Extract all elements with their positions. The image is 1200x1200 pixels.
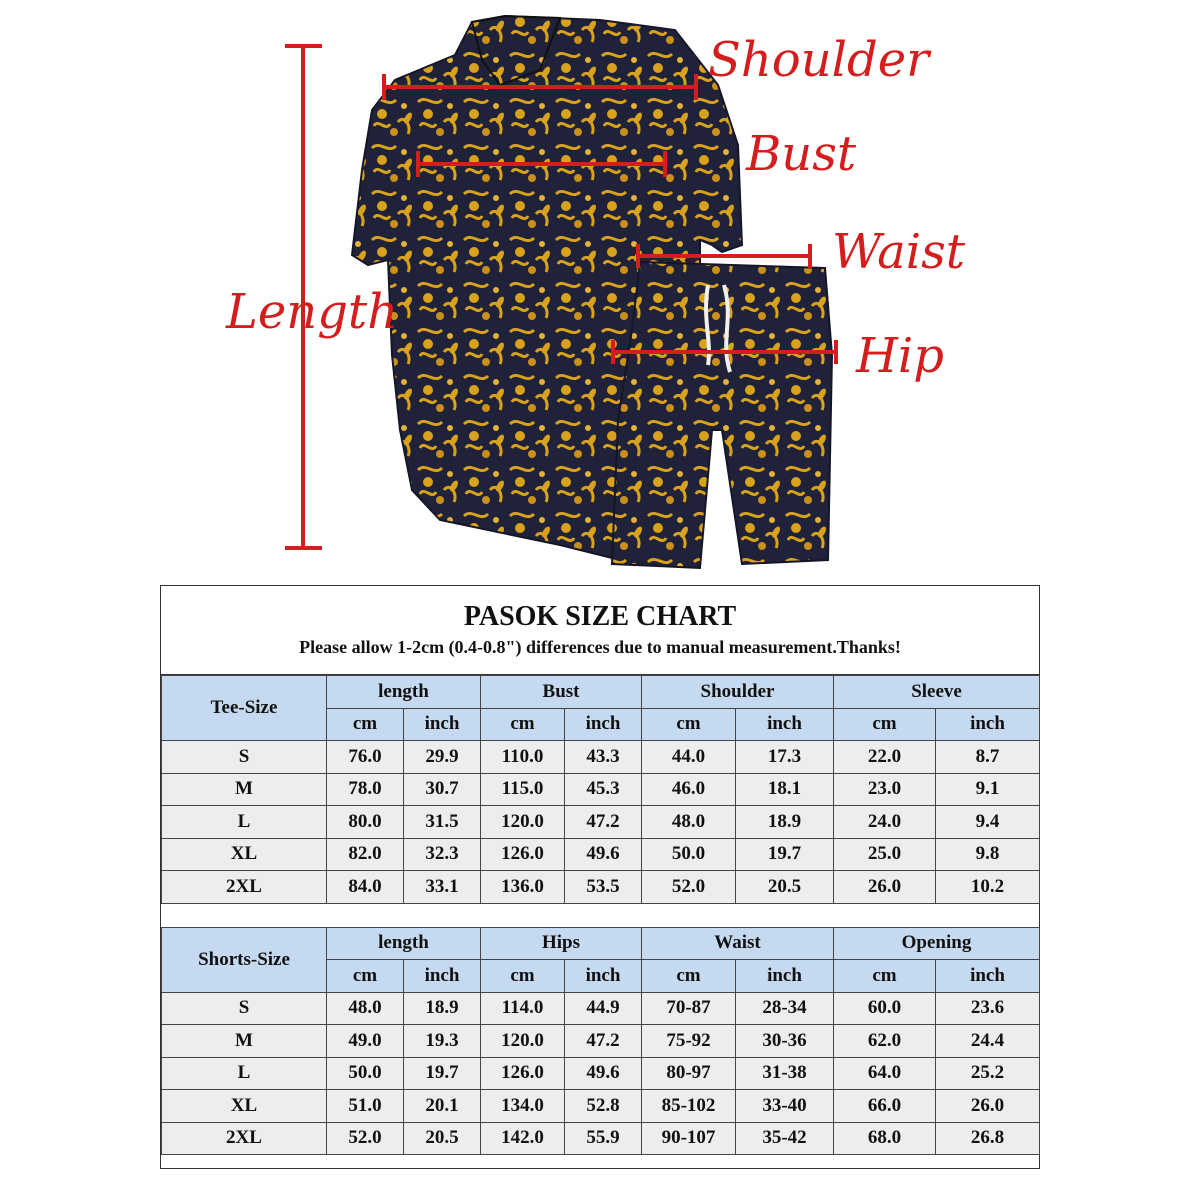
shorts-value-cell: 120.0	[481, 1025, 565, 1058]
table-row	[162, 741, 1040, 774]
tee-value-cell: 20.5	[736, 871, 834, 904]
shorts-value-cell: 68.0	[834, 1122, 936, 1155]
tee-group-1: Bust	[481, 676, 642, 709]
tee-value-cell: 115.0	[481, 773, 565, 806]
shorts-value-cell: 18.9	[404, 992, 481, 1025]
shorts-group-3: Opening	[834, 927, 1040, 960]
shorts-value-cell: 25.2	[936, 1057, 1040, 1090]
shorts-value-cell: 142.0	[481, 1122, 565, 1155]
tee-value-cell: 120.0	[481, 806, 565, 839]
tee-value-cell: 33.1	[404, 871, 481, 904]
tee-value-cell: 19.7	[736, 838, 834, 871]
shorts-value-cell: 35-42	[736, 1122, 834, 1155]
shorts-group-1: Hips	[481, 927, 642, 960]
tee-group-2: Shoulder	[642, 676, 834, 709]
shorts-value-cell: 44.9	[565, 992, 642, 1025]
label-hip: Hip	[856, 328, 944, 384]
tee-value-cell: 44.0	[642, 741, 736, 774]
table-row	[162, 1122, 1040, 1155]
tee-value-cell: 46.0	[642, 773, 736, 806]
table-row	[162, 992, 1040, 1025]
tee-unit-7: inch	[936, 708, 1040, 741]
shorts-value-cell: 49.0	[327, 1025, 404, 1058]
tee-size-header: Tee-Size	[162, 676, 327, 741]
shorts-table	[162, 927, 1040, 1155]
tee-value-cell: 110.0	[481, 741, 565, 774]
tee-unit-0: cm	[327, 708, 404, 741]
shorts-unit-7: inch	[936, 960, 1040, 993]
shorts-value-cell: 134.0	[481, 1090, 565, 1123]
tee-value-cell: 26.0	[834, 871, 936, 904]
shorts-value-cell: 85-102	[642, 1090, 736, 1123]
tee-value-cell: 126.0	[481, 838, 565, 871]
tee-value-cell: 31.5	[404, 806, 481, 839]
tee-value-cell: 9.1	[936, 773, 1040, 806]
tee-unit-6: cm	[834, 708, 936, 741]
table-row	[162, 1025, 1040, 1058]
shorts-group-0: length	[327, 927, 481, 960]
tee-size-cell: L	[162, 806, 327, 839]
tee-value-cell: 18.1	[736, 773, 834, 806]
tee-size-cell: 2XL	[162, 871, 327, 904]
shorts-value-cell: 55.9	[565, 1122, 642, 1155]
shorts-unit-1: inch	[404, 960, 481, 993]
chart-title: PASOK SIZE CHART	[463, 601, 737, 632]
size-chart	[160, 585, 1040, 1169]
tee-value-cell: 25.0	[834, 838, 936, 871]
shorts-unit-6: cm	[834, 960, 936, 993]
shorts-value-cell: 30-36	[736, 1025, 834, 1058]
tee-value-cell: 10.2	[936, 871, 1040, 904]
table-row	[162, 806, 1040, 839]
size-table	[161, 675, 1040, 1155]
shorts-value-cell: 64.0	[834, 1057, 936, 1090]
tee-value-cell: 8.7	[936, 741, 1040, 774]
shorts-value-cell: 80-97	[642, 1057, 736, 1090]
shorts-value-cell: 19.7	[404, 1057, 481, 1090]
shorts-shape	[612, 262, 832, 568]
tee-value-cell: 18.9	[736, 806, 834, 839]
shorts-size-cell: XL	[162, 1090, 327, 1123]
tee-unit-4: cm	[642, 708, 736, 741]
tee-value-cell: 17.3	[736, 741, 834, 774]
shorts-value-cell: 20.5	[404, 1122, 481, 1155]
tee-value-cell: 32.3	[404, 838, 481, 871]
shorts-value-cell: 24.4	[936, 1025, 1040, 1058]
tee-value-cell: 9.4	[936, 806, 1040, 839]
shorts-unit-3: inch	[565, 960, 642, 993]
shorts-group-2: Waist	[642, 927, 834, 960]
shorts-value-cell: 62.0	[834, 1025, 936, 1058]
label-waist: Waist	[832, 224, 966, 280]
table-row	[162, 1057, 1040, 1090]
tee-value-cell: 82.0	[327, 838, 404, 871]
tee-size-cell: M	[162, 773, 327, 806]
shorts-value-cell: 31-38	[736, 1057, 834, 1090]
shorts-size-cell: S	[162, 992, 327, 1025]
shorts-group-header	[162, 927, 1040, 960]
shorts-value-cell: 90-107	[642, 1122, 736, 1155]
table-row	[162, 871, 1040, 904]
shorts-value-cell: 51.0	[327, 1090, 404, 1123]
measurement-figure	[0, 0, 1200, 580]
shorts-unit-4: cm	[642, 960, 736, 993]
shorts-size-cell: L	[162, 1057, 327, 1090]
shorts-unit-5: inch	[736, 960, 834, 993]
shorts-value-cell: 48.0	[327, 992, 404, 1025]
tee-unit-2: cm	[481, 708, 565, 741]
table-row	[162, 838, 1040, 871]
shorts-value-cell: 33-40	[736, 1090, 834, 1123]
tee-value-cell: 76.0	[327, 741, 404, 774]
shorts-value-cell: 28-34	[736, 992, 834, 1025]
tee-unit-5: inch	[736, 708, 834, 741]
shorts-size-cell: 2XL	[162, 1122, 327, 1155]
tee-value-cell: 48.0	[642, 806, 736, 839]
shorts-value-cell: 50.0	[327, 1057, 404, 1090]
tee-value-cell: 49.6	[565, 838, 642, 871]
tee-value-cell: 136.0	[481, 871, 565, 904]
label-shoulder: Shoulder	[708, 32, 930, 88]
tee-value-cell: 43.3	[565, 741, 642, 774]
shorts-size-header: Shorts-Size	[162, 927, 327, 992]
shorts-unit-2: cm	[481, 960, 565, 993]
tee-value-cell: 30.7	[404, 773, 481, 806]
tee-group-0: length	[327, 676, 481, 709]
tee-value-cell: 24.0	[834, 806, 936, 839]
table-row	[162, 1090, 1040, 1123]
shorts-value-cell: 70-87	[642, 992, 736, 1025]
chart-note: Please allow 1-2cm (0.4-0.8") differences due to manual measurement.Thanks!	[299, 637, 901, 657]
table-row	[162, 773, 1040, 806]
tee-value-cell: 50.0	[642, 838, 736, 871]
tee-value-cell: 78.0	[327, 773, 404, 806]
tee-unit-1: inch	[404, 708, 481, 741]
tee-group-header	[162, 676, 1040, 709]
tee-value-cell: 84.0	[327, 871, 404, 904]
shorts-value-cell: 60.0	[834, 992, 936, 1025]
shorts-value-cell: 126.0	[481, 1057, 565, 1090]
tee-value-cell: 47.2	[565, 806, 642, 839]
label-length: Length	[226, 284, 399, 340]
shorts-value-cell: 52.0	[327, 1122, 404, 1155]
shorts-unit-0: cm	[327, 960, 404, 993]
tee-value-cell: 23.0	[834, 773, 936, 806]
shorts-value-cell: 26.0	[936, 1090, 1040, 1123]
tee-value-cell: 53.5	[565, 871, 642, 904]
shorts-value-cell: 66.0	[834, 1090, 936, 1123]
tee-group-3: Sleeve	[834, 676, 1040, 709]
tee-value-cell: 9.8	[936, 838, 1040, 871]
tee-table	[162, 676, 1040, 904]
label-bust: Bust	[746, 126, 857, 182]
shorts-value-cell: 52.8	[565, 1090, 642, 1123]
shorts-value-cell: 47.2	[565, 1025, 642, 1058]
tee-value-cell: 22.0	[834, 741, 936, 774]
tee-value-cell: 80.0	[327, 806, 404, 839]
tee-size-cell: S	[162, 741, 327, 774]
shorts-value-cell: 20.1	[404, 1090, 481, 1123]
tee-value-cell: 45.3	[565, 773, 642, 806]
table-gap	[162, 903, 1040, 927]
tee-unit-3: inch	[565, 708, 642, 741]
shorts-value-cell: 49.6	[565, 1057, 642, 1090]
chart-header	[161, 586, 1039, 675]
shorts-value-cell: 26.8	[936, 1122, 1040, 1155]
tee-size-cell: XL	[162, 838, 327, 871]
shorts-value-cell: 23.6	[936, 992, 1040, 1025]
shorts-value-cell: 75-92	[642, 1025, 736, 1058]
shorts-size-cell: M	[162, 1025, 327, 1058]
tee-value-cell: 29.9	[404, 741, 481, 774]
tee-value-cell: 52.0	[642, 871, 736, 904]
shorts-value-cell: 114.0	[481, 992, 565, 1025]
shorts-value-cell: 19.3	[404, 1025, 481, 1058]
